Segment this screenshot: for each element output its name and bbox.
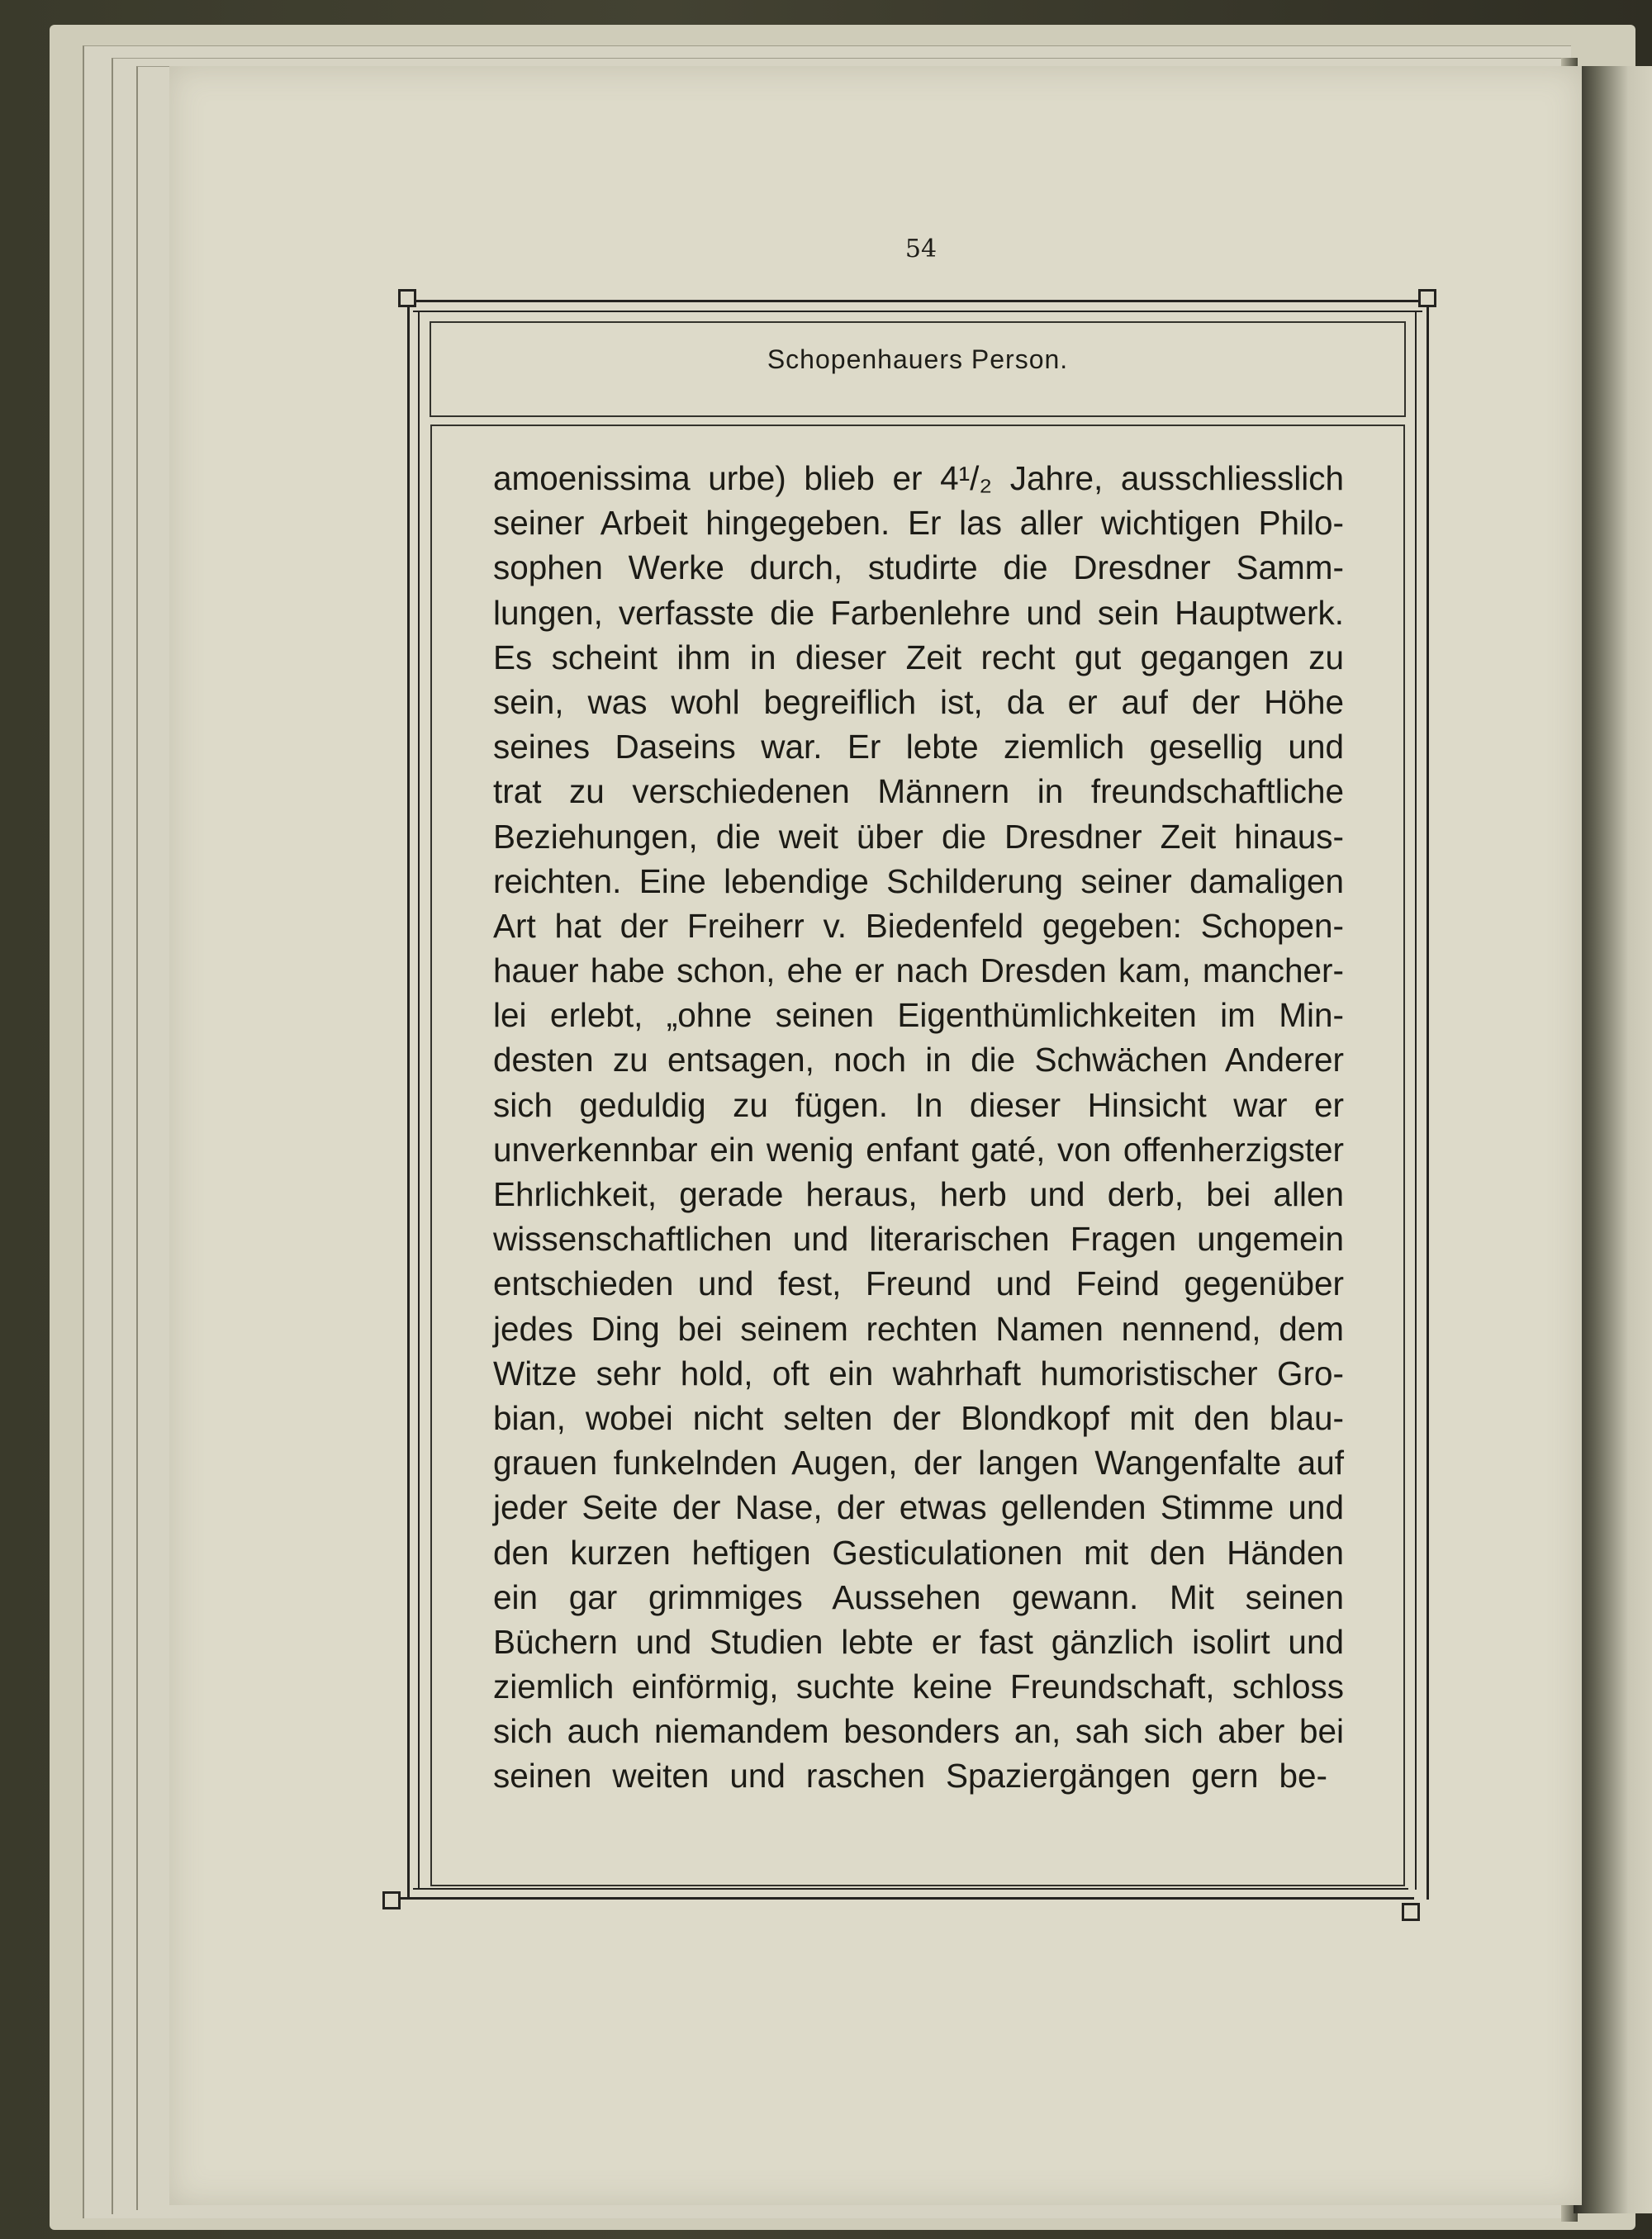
text-line: jeder Seite der Nase, der etwas gellenden Stimme und	[493, 1488, 1344, 1527]
text-line: reichten. Eine lebendige Schilderung seiner damaligen	[493, 861, 1344, 900]
text-line: wissenschaftlichen und literarischen Fragen ungemein	[493, 1220, 1344, 1259]
text-line: grauen funkelnden Augen, der langen Wangenfalte auf	[493, 1444, 1344, 1482]
frame-corner-bottom-right	[1402, 1903, 1420, 1921]
text-line: Büchern und Studien lebte er fast gänzlich isolirt und	[493, 1622, 1344, 1661]
text-line: den kurzen heftigen Gesticulationen mit den Händen	[493, 1533, 1344, 1572]
text-line: Es scheint ihm in dieser Zeit recht gut gegangen zu	[493, 638, 1344, 676]
text-line: unverkennbar ein wenig enfant gaté, von offenherzigster	[493, 1130, 1344, 1169]
frame-corner-bottom-left	[382, 1891, 401, 1909]
text-line: ziemlich einförmig, suchte keine Freundschaft, schloss	[493, 1667, 1344, 1706]
page-number: 54	[904, 235, 938, 263]
text-line: amoenissima urbe) blieb er 4¹/₂ Jahre, ausschliesslich	[493, 459, 1344, 497]
frame-right-line	[1427, 300, 1429, 1900]
frame-corner-top-left	[398, 289, 416, 307]
text-line: jedes Ding bei seinem rechten Namen nennend, dem	[493, 1309, 1344, 1348]
text-line: Beziehungen, die weit über die Dresdner Zeit hinaus-	[493, 817, 1344, 856]
text-line: bian, wobei nicht selten der Blondkopf mit den blau-	[493, 1398, 1344, 1437]
text-line: entschieden und fest, Freund und Feind gegenüber	[493, 1264, 1344, 1303]
text-line: seiner Arbeit hingegeben. Er las aller wichtigen Philo-	[493, 504, 1344, 543]
frame-left-line-inner	[418, 311, 420, 1890]
frame-top-line-inner	[413, 311, 1422, 312]
text-line: sein, was wohl begreiflich ist, da er auf der Höhe	[493, 682, 1344, 721]
frame-top-line	[407, 300, 1429, 302]
text-line: lei erlebt, „ohne seinen Eigenthümlichkeiten im Min-	[493, 996, 1344, 1035]
text-line: seinen weiten und raschen Spaziergängen gern be-	[493, 1757, 1327, 1795]
frame-corner-top-right	[1418, 289, 1436, 307]
text-line: desten zu entsagen, noch in die Schwächen Anderer	[493, 1041, 1344, 1079]
text-line: Witze sehr hold, oft ein wahrhaft humoristischer Gro-	[493, 1354, 1344, 1392]
text-line: ein gar grimmiges Aussehen gewann. Mit seinen	[493, 1577, 1344, 1616]
text-line: Art hat der Freiherr v. Biedenfeld gegeben: Schopen-	[493, 906, 1344, 945]
text-line: lungen, verfasste die Farbenlehre und sein Hauptwerk.	[493, 593, 1344, 632]
text-line: sich geduldig zu fügen. In dieser Hinsicht war er	[493, 1085, 1344, 1124]
frame-left-line	[407, 300, 410, 1900]
text-line: Ehrlichkeit, gerade heraus, herb und derb, bei allen	[493, 1175, 1344, 1213]
frame-right-line-inner	[1415, 311, 1417, 1890]
text-line: seines Daseins war. Er lebte ziemlich gesellig und	[493, 728, 1344, 766]
body-text	[493, 456, 1344, 1799]
running-head: Schopenhauers Person.	[767, 344, 1069, 374]
text-line: trat zu verschiedenen Männern in freundschaftliche	[493, 772, 1344, 811]
facing-page-edge	[1574, 66, 1652, 2213]
frame-bottom-line-inner	[413, 1888, 1408, 1890]
text-line: sophen Werke durch, studirte die Dresdner Samm-	[493, 548, 1344, 587]
text-line: sich auch niemandem besonders an, sah sich aber bei	[493, 1712, 1344, 1751]
text-line: hauer habe schon, ehe er nach Dresden kam, mancher-	[493, 951, 1344, 990]
frame-bottom-line	[392, 1897, 1414, 1900]
